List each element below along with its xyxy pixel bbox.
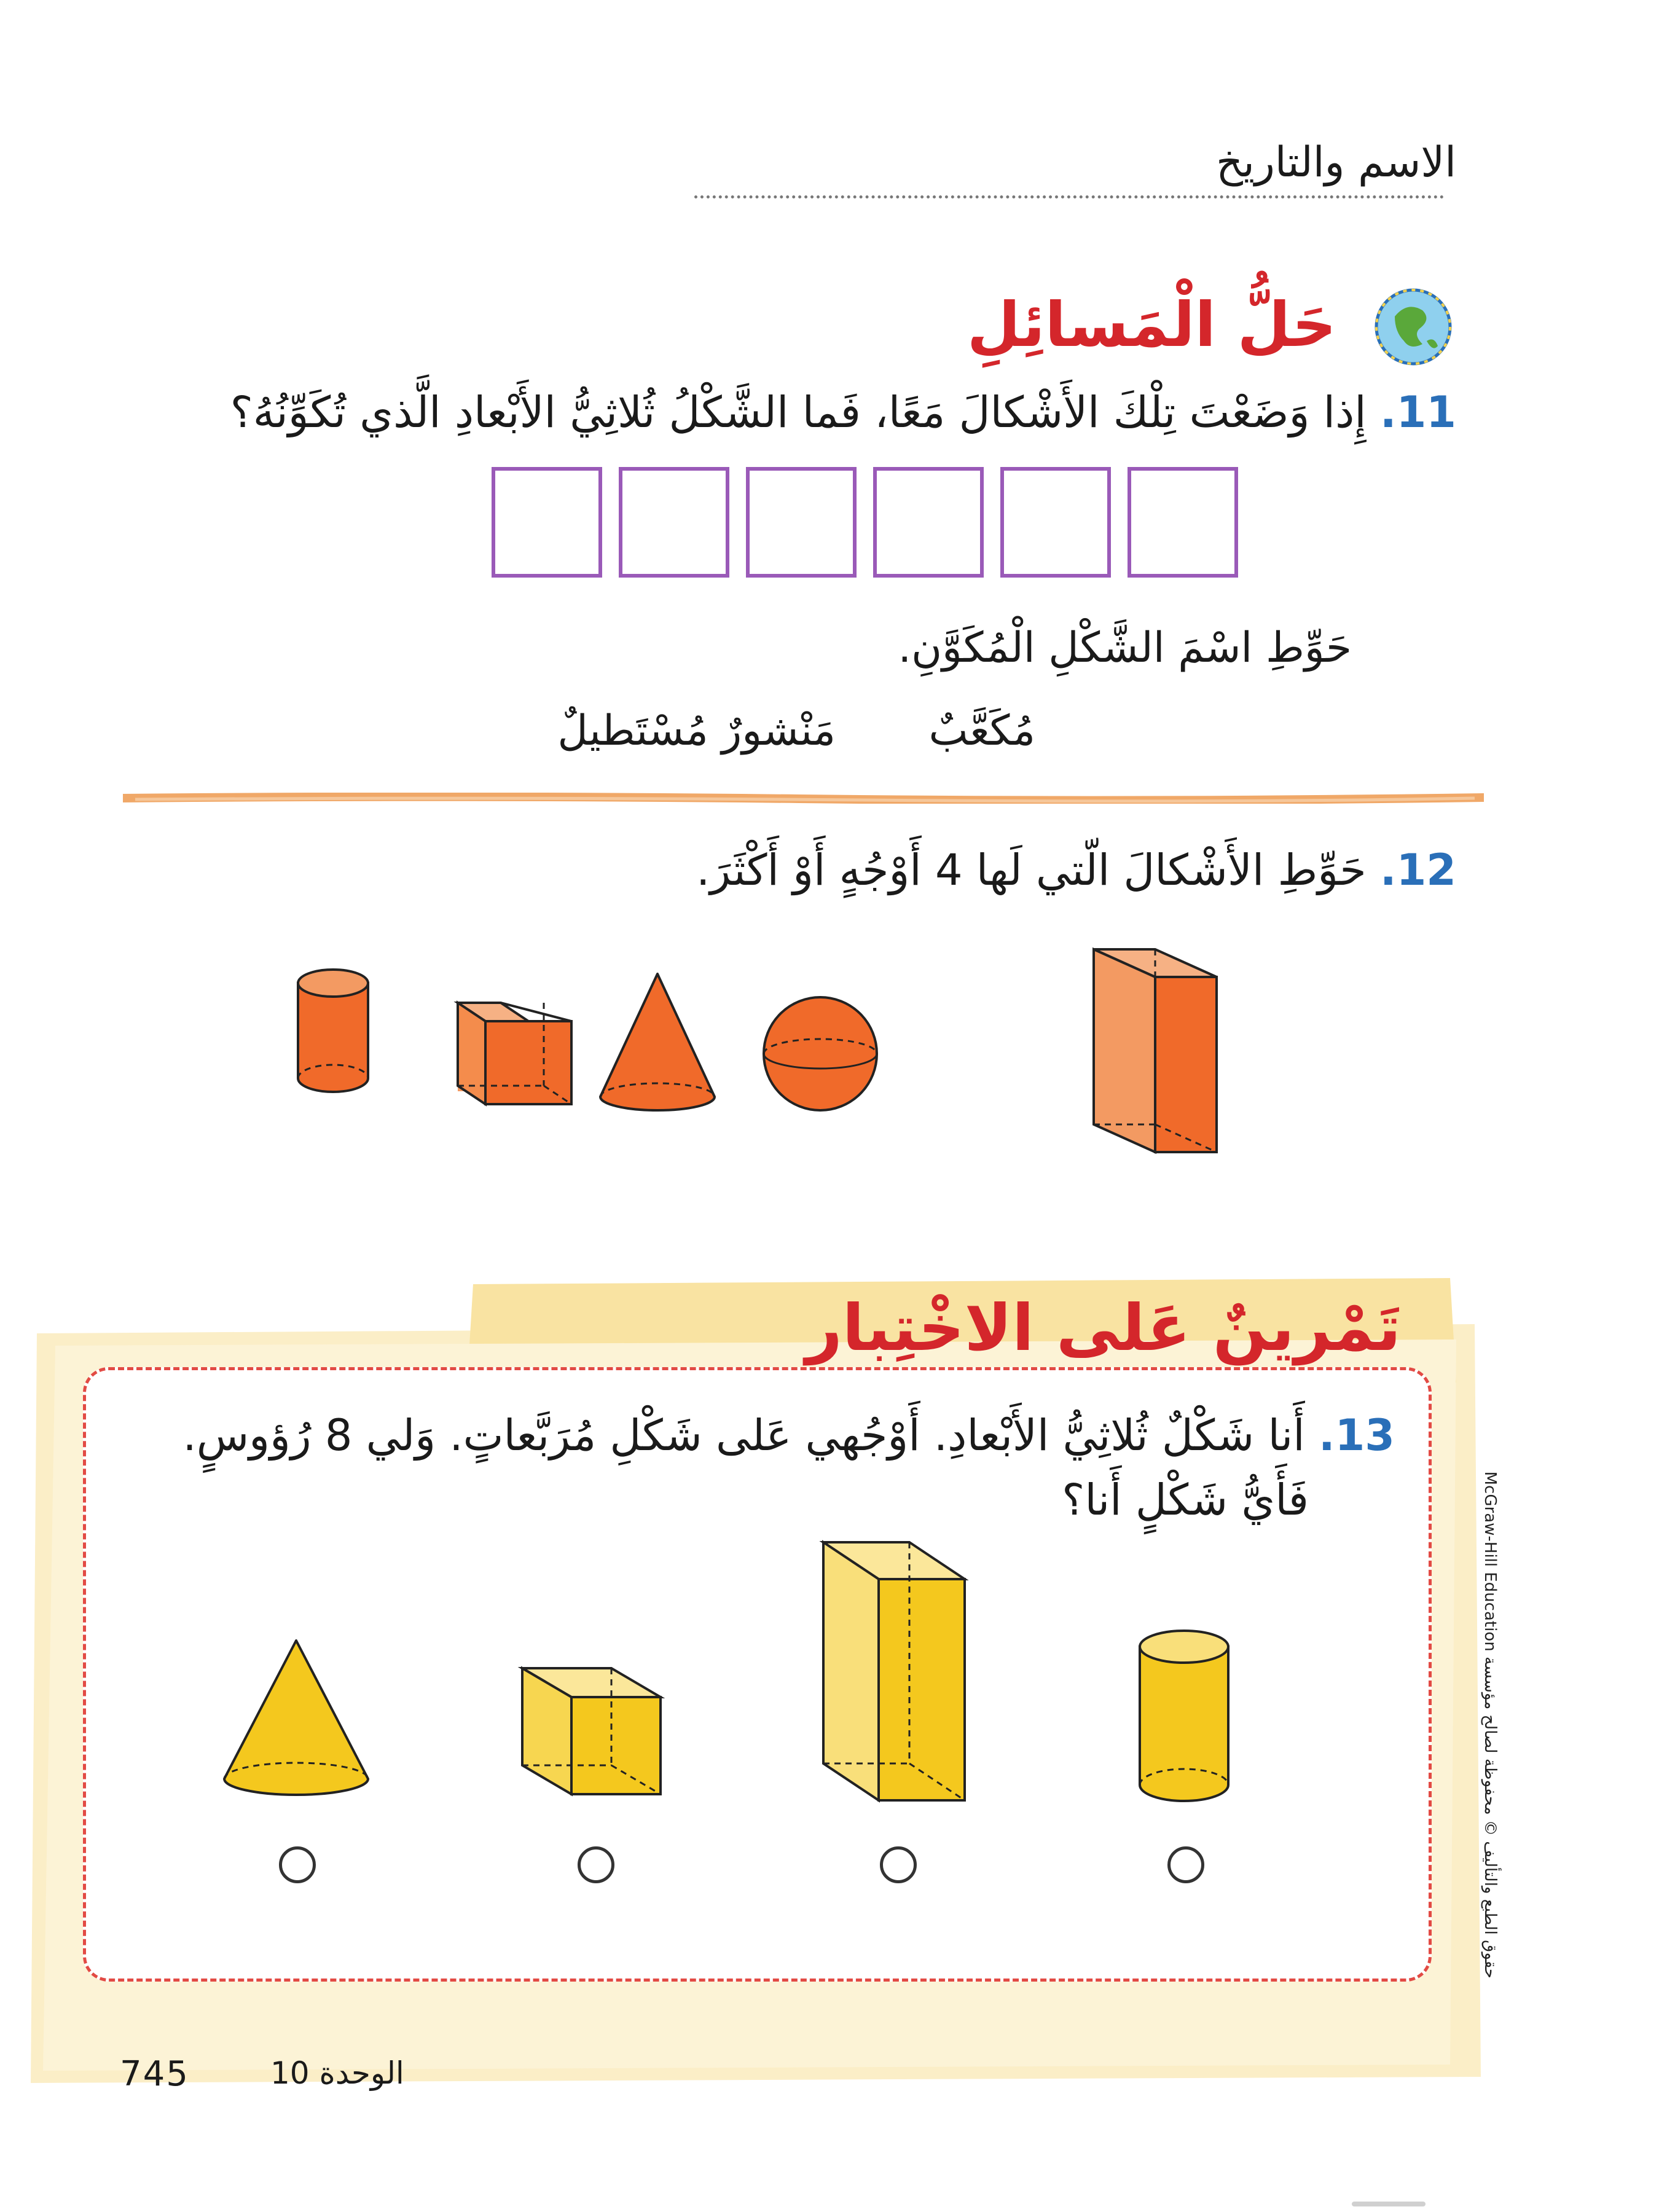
footer-unit: الوحدة 10 — [270, 2055, 404, 2091]
question-12 — [696, 845, 1456, 895]
answer-boxes — [492, 467, 1257, 581]
question-text: أَنا شَكْلٌ ثُلاثِيُّ الأَبْعادِ. أَوْجُهي عَلى شَكْلِ مُرَبَّعاتٍ. وَلي 8 رُؤوسٍ. — [182, 1410, 1305, 1461]
section-divider — [123, 793, 1484, 804]
choice-rectangular-prism[interactable]: مَنْشورٌ مُسْتَطيلٌ — [557, 707, 836, 755]
question-13-line2: فَأَيُّ شَكْلٍ أَنا؟ — [1062, 1475, 1309, 1525]
problem-solving-title: حَلُّ الْمَسائِلِ — [967, 289, 1336, 361]
answer-box[interactable] — [873, 467, 984, 578]
answer-box[interactable] — [746, 467, 857, 578]
answer-box[interactable] — [1000, 467, 1111, 578]
cube-shape[interactable] — [458, 1003, 571, 1104]
question-11 — [230, 387, 1456, 437]
question-text: حَوِّطِ الأَشْكالَ الّتي لَها 4 أَوْجُهٍ أَوْ أَكْثَرَ. — [696, 845, 1367, 895]
question-number: 13. — [1318, 1410, 1395, 1461]
cone-option-shape[interactable] — [224, 1641, 368, 1795]
rectangular-prism-shape[interactable] — [1094, 949, 1217, 1152]
cylinder-shape[interactable] — [298, 970, 368, 1092]
answer-box[interactable] — [619, 467, 729, 578]
home-indicator[interactable] — [1352, 2202, 1426, 2206]
question-number: 11. — [1379, 387, 1456, 437]
test-practice-title: تَمْرينٌ عَلى الاخْتِبارِ — [805, 1290, 1401, 1365]
globe-icon — [1370, 283, 1456, 369]
question-13 — [182, 1410, 1395, 1461]
name-write-line[interactable] — [694, 195, 1444, 198]
cone-shape[interactable] — [600, 974, 715, 1110]
question-11-instruction: حَوِّطِ اسْمَ الشَّكْلِ الْمُكَوَّنِ. — [898, 624, 1352, 672]
page-number: 745 — [120, 2054, 189, 2094]
side-copyright: حقوق الطبع والتأليف © محفوظة لصالح مؤسسة McGraw-Hill Education — [1481, 1471, 1499, 1979]
orange-shapes-row — [270, 946, 1266, 1180]
radio-option-cube[interactable] — [578, 1846, 614, 1883]
radio-option-cylinder[interactable] — [1167, 1846, 1204, 1883]
name-date-label: الاسم والتاريخ — [1216, 138, 1456, 187]
choice-cube[interactable]: مُكَعَّبٌ — [928, 707, 1035, 755]
question-number: 12. — [1379, 845, 1456, 895]
answer-box[interactable] — [492, 467, 602, 578]
radio-option-rectangular-prism[interactable] — [880, 1846, 917, 1883]
rectangular-prism-option-shape[interactable] — [823, 1542, 965, 1800]
yellow-shapes-row — [203, 1536, 1266, 1905]
sphere-shape[interactable] — [764, 997, 877, 1110]
question-text: إِذا وَضَعْتَ تِلْكَ الأَشْكالَ مَعًا، فَما الشَّكْلُ ثُلاثِيُّ الأَبْعادِ الَّذي تُكَوِّنُهُ؟ — [230, 387, 1367, 437]
cylinder-option-shape[interactable] — [1140, 1631, 1228, 1801]
answer-box[interactable] — [1128, 467, 1238, 578]
cube-option-shape[interactable] — [522, 1668, 661, 1794]
radio-option-cone[interactable] — [279, 1846, 316, 1883]
